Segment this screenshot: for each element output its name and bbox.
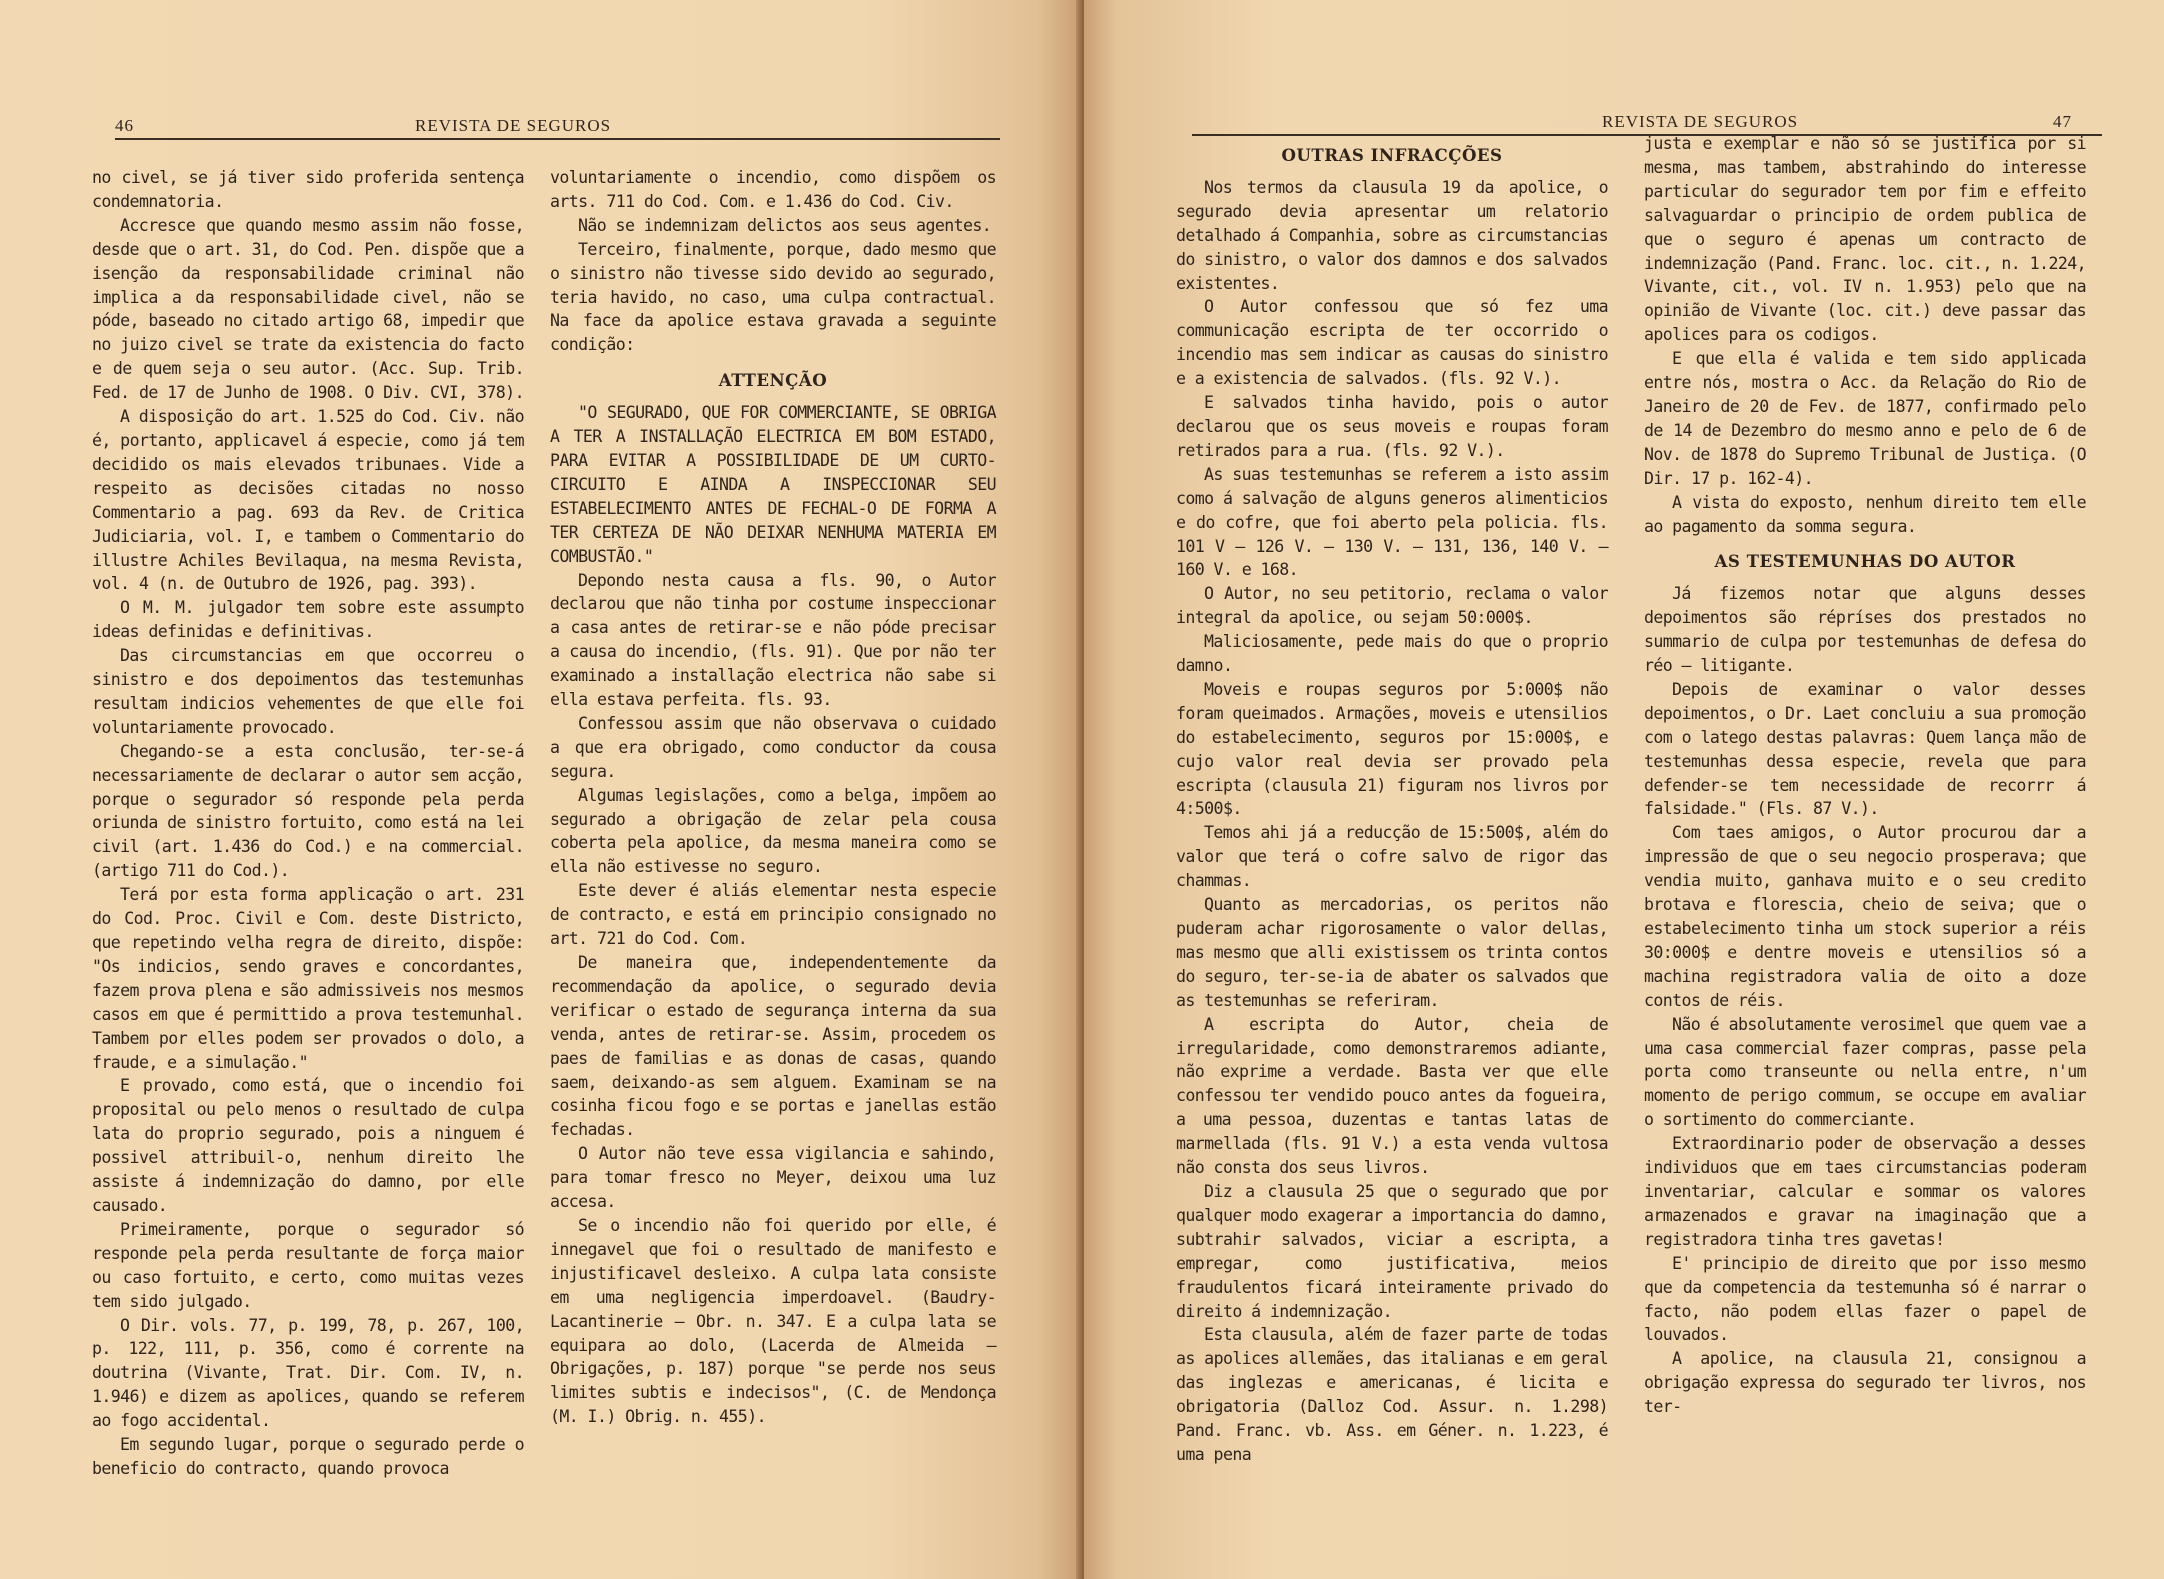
paragraph: Maliciosamente, pede mais do que o proprio damno.	[1176, 632, 1608, 676]
paragraph: Moveis e roupas seguros por 5:000$ não foram queimados. Armações, moveis e utensilios do estabelecimento, seguros por 15:000$, e cujo valor real devia ser provado pela escripta (clausula 21) figuram nos livros por 4:500$.	[1176, 679, 1608, 819]
paragraph: Quanto as mercadorias, os peritos não puderam achar rigorosamente o valor dellas, mas mesmo que alli existissem os trinta contos do seguro, ter-se-ia de abater os salvados que as testemunhas se referiram.	[1176, 895, 1608, 1010]
right-page	[1084, 0, 2164, 1579]
paragraph: Accresce que quando mesmo assim não fosse, desde que o art. 31, do Cod. Pen. dispõe que a isenção da responsabilidade criminal não implica a da responsabilidade civel, não se póde, baseado no citado artigo 68, impedir que no juizo civel se trate da existencia do facto e de quem seja o seu autor. (Acc. Sup. Trib. Fed. de 17 de Junho de 1908. O Div. CVI, 378).	[92, 215, 524, 403]
paragraph: Terceiro, finalmente, porque, dado mesmo que o sinistro não tivesse sido devido ao segurado, teria havido, no caso, uma culpa contractual. Na face da apolice estava gravada a seguinte condição:	[550, 239, 996, 355]
paragraph: Diz a clausula 25 que o segurado que por qualquer modo exagerar a importancia do damno, subtrahir salvados, viciar a escripta, a empregar, como justificativa, meios fraudulentos ficará inteiramente privado do direito á indemnização.	[1176, 1181, 1608, 1321]
paragraph: Nos termos da clausula 19 da apolice, o segurado devia apresentar um relatorio detalhado á Companhia, sobre as circumstancias do sinistro, o valor dos damnos e dos salvados existentes.	[1176, 177, 1608, 293]
page-number: 46	[115, 116, 134, 135]
paragraph: Depondo nesta causa a fls. 90, o Autor declarou que não tinha por costume inspeccionar a casa antes de retirar-se e não póde precisar a causa do incendio, (fls. 91). Que por não ter examinado a installação electrica não sabe si ella estava perfeita. fls. 93.	[550, 570, 996, 710]
section-heading: AS TESTEMUNHAS DO AUTOR	[1714, 551, 2016, 572]
paragraph: Se o incendio não foi querido por elle, é innegavel que foi o resultado de manifesto e injustificavel desleixo. A culpa lata consiste em uma negligencia imperdoavel. (Baudry-Lacantinerie — Obr. n. 347. E a culpa lata se equipara ao dolo, (Lacerda de Almeida — Obrigações, p. 187) porque "se perde nos seus limites subtis e indecisos", (C. de Mendonça (M. I.) Obrig. n. 455).	[550, 1215, 996, 1427]
left-column-1	[92, 166, 524, 1481]
paragraph: O M. M. julgador tem sobre este assumpto ideas definidas e definitivas.	[92, 598, 524, 642]
paragraph: A disposição do art. 1.525 do Cod. Civ. não é, portanto, applicavel á especie, como já tem decidido os mais elevados tribunaes. Vide a respeito as decisões citadas no nosso Commentario a pag. 693 da Rev. de Critica Judiciaria, vol. I, e tambem o Commentario do illustre Achiles Bevilaqua, na mesma Revista, vol. 4 (n. de Outubro de 1926, pag. 393).	[92, 407, 524, 594]
left-column-2	[550, 166, 996, 1429]
paragraph: Não se indemnizam delictos aos seus agentes.	[578, 215, 992, 235]
paragraph: As suas testemunhas se referem a isto assim como á salvação de alguns generos alimenticios e do cofre, que foi aberto pela policia. fls. 101 V — 126 V. — 130 V. — 131, 136, 140 V. — 160 V. e 168.	[1176, 464, 1608, 580]
right-page-header	[1192, 82, 2102, 136]
paragraph: E provado, como está, que o incendio foi proposital ou pelo menos o resultado de culpa lata do proprio segurado, pois a ninguem é possivel attribuil-o, nenhum direito lhe assiste á indemnização do damno, por elle causado.	[92, 1076, 524, 1215]
paragraph: Esta clausula, além de fazer parte de todas as apolices allemães, das italianas e em geral das inglezas e americanas, é licita e obrigatoria (Dalloz Cod. Assur. n. 1.298) Pand. Franc. vb. Ass. em Géner. n. 1.223, é uma pena	[1176, 1325, 1608, 1464]
section-heading: OUTRAS INFRACÇÕES	[1281, 145, 1503, 165]
paragraph: E salvados tinha havido, pois o autor declarou que os seus moveis e roupas foram retirados para a rua. (fls. 92 V.).	[1176, 393, 1608, 460]
paragraph: Já fizemos notar que alguns desses depoimentos são répríses dos prestados no summario de culpa por testemunhas de defesa do réo — litigante.	[1644, 584, 2086, 676]
paragraph: E que ella é valida e tem sido applicada entre nós, mostra o Acc. da Relação do Rio de Janeiro de 20 de Fev. de 1877, confirmado pelo de 14 de Dezembro do mesmo anno e pelo de 6 de Nov. de 1878 do Supremo Tribunal de Justiça. (O Dir. 17 p. 162-4).	[1644, 349, 2086, 488]
paragraph: A escripta do Autor, cheia de irregularidade, como demonstraremos adiante, não exprime a verdade. Basta ver que elle confessou ter vendido pouco antes da fogueira, a uma pessoa, duzentas e tantas latas de marmellada (fls. 91 V.) a esta venda vultosa não consta dos seus livros.	[1176, 1014, 1608, 1178]
paragraph: Primeiramente, porque o segurador só responde pela perda resultante de força maior ou caso fortuito, e certo, como muitas vezes tem sido julgado.	[92, 1219, 524, 1311]
left-page-header	[115, 86, 1000, 140]
paragraph: "O SEGURADO, QUE FOR COMMERCIANTE, SE OBRIGA A TER A INSTALLAÇÃO ELECTRICA EM BOM ESTADO, PARA EVITAR A POSSIBILIDADE DE UM CURTO-CIRCUITO E AINDA A INSPECCIONAR SEU ESTABELECIMENTO ANTES DE FECHAL-O DE FORMA A TER CERTEZA DE NÃO DEIXAR NENHUMA MATERIA EM COMBUSTÃO."	[550, 403, 996, 566]
paragraph: Chegando-se a esta conclusão, ter-se-á necessariamente de declarar o autor sem acção, porque o segurador só responde pela perda oriunda de sinistro fortuito, como está na lei civil (art. 1.436 do Cod.) e na commercial. (artigo 711 do Cod.).	[92, 741, 524, 881]
paragraph: Temos ahi já a reducção de 15:500$, além do valor que terá o cofre salvo de rigor das chammas.	[1176, 823, 1608, 891]
paragraph: Depois de examinar o valor desses depoimentos, o Dr. Laet concluiu a sua promoção com o latego destas palavras: Quem lança mão de testemunhas dessa especie, revela que para defender-se tem necessidade de recorrr á falsidade." (Fls. 87 V.).	[1644, 679, 2086, 819]
paragraph: Não é absolutamente verosimel que quem vae a uma casa commercial fazer compras, passe pela porta como transeunte ou nella entre, n'um momento de perigo commum, se occupe em avaliar o sortimento do commerciante.	[1644, 1014, 2086, 1130]
paragraph: Em segundo lugar, porque o segurado perde o beneficio do contracto, quando provoca	[92, 1435, 524, 1478]
paragraph: Terá por esta forma applicação o art. 231 do Cod. Proc. Civil e Com. deste Districto, que repetindo velha regra de direito, dispõe: "Os indicios, sendo graves e concordantes, fazem prova plena e são admissiveis nos mesmos casos em que é permittido a prova testemunhal. Tambem por elles podem ser provados o dolo, a fraude, e a simulação."	[92, 885, 524, 1072]
right-column-1	[1176, 132, 1608, 1467]
paragraph: E' principio de direito que por isso mesmo que da competencia da testemunha só é narrar o facto, não podem ellas fazer o papel de louvados.	[1644, 1253, 2086, 1345]
paragraph: O Autor não teve essa vigilancia e sahindo, para tomar fresco no Meyer, deixou uma luz accesa.	[550, 1144, 996, 1212]
section-heading: ATTENÇÃO	[718, 370, 828, 391]
paragraph: no civel, se já tiver sido proferida sentença condemnatoria.	[92, 168, 524, 211]
paragraph: Extraordinario poder de observação a desses individuos que em taes circumstancias poderam inventariar, calcular e sommar os valores armazenados e gravar na imaginação que a registradora tinha tres gavetas!	[1644, 1134, 2086, 1249]
paragraph: A apolice, na clausula 21, consignou a obrigação expressa do segurado ter livros, nos ter-	[1644, 1349, 2086, 1417]
paragraph: Das circumstancias em que occorreu o sinistro e dos depoimentos das testemunhas resultam indicios vehementes de que elle foi voluntariamente provocado.	[92, 646, 524, 737]
paragraph: A vista do exposto, nenhum direito tem elle ao pagamento da somma segura.	[1644, 492, 2086, 536]
running-head: REVISTA DE SEGUROS	[415, 116, 612, 135]
paragraph: O Autor, no seu petitorio, reclama o valor integral da apolice, ou sejam 50:000$.	[1176, 584, 1608, 628]
paragraph: Este dever é aliás elementar nesta especie de contracto, e está em principio consignado no art. 721 do Cod. Com.	[550, 881, 996, 949]
paragraph: Com taes amigos, o Autor procurou dar a impressão de que o seu negocio prosperava; que vendia muito, ganhava muito e o seu credito brotava e florescia, cheio de seiva; que o estabelecimento tinha um stock superior a réis 30:000$ e dentre moveis e utensilios só a machina registradora valia de oito a doze contos de réis.	[1644, 823, 2086, 1010]
right-column-2	[1644, 132, 2086, 1419]
paragraph: De maneira que, independentemente da recommendação da apolice, o segurado devia verificar o estado de segurança interna da sua venda, antes de retirar-se. Assim, procedem os paes de familias e as donas de casas, quando saem, deixando-as sem alguem. Examinam se na cosinha ficou fogo e se portas e janellas estão fechadas.	[550, 953, 996, 1140]
paragraph: voluntariamente o incendio, como dispõem os arts. 711 do Cod. Com. e 1.436 do Cod. Civ.	[550, 168, 996, 211]
paragraph: O Autor confessou que só fez uma communicação escripta de ter occorrido o incendio mas sem indicar as causas do sinistro e a existencia de salvados. (fls. 92 V.).	[1176, 297, 1608, 389]
page-number: 47	[2053, 112, 2072, 131]
running-head: REVISTA DE SEGUROS	[1602, 112, 1799, 131]
paragraph: O Dir. vols. 77, p. 199, 78, p. 267, 100, p. 122, 111, p. 356, como é corrente na doutrina (Vivante, Trat. Dir. Com. IV, n. 1.946) e dizem as apolices, quando se referem ao fogo accidental.	[92, 1315, 524, 1431]
left-page	[0, 0, 1080, 1579]
paragraph: Confessou assim que não observava o cuidado a que era obrigado, como conductor da cousa segura.	[550, 713, 996, 781]
paragraph: justa e exemplar e não só se justifica por si mesma, mas tambem, abstrahindo do interesse particular do segurador tem por fim e effeito salvaguardar o principio de ordem publica de que o seguro é apenas um contracto de indemnização (Pand. Franc. loc. cit., n. 1.224, Vivante, cit., vol. IV n. 1.953) pelo que na opinião de Vivante (loc. cit.) deve passar das apolices para os codigos.	[1644, 134, 2086, 345]
paragraph: Algumas legislações, como a belga, impõem ao segurado a obrigação de zelar pela cousa coberta pela apolice, da mesma maneira como se ella não estivesse no seguro.	[550, 785, 996, 877]
